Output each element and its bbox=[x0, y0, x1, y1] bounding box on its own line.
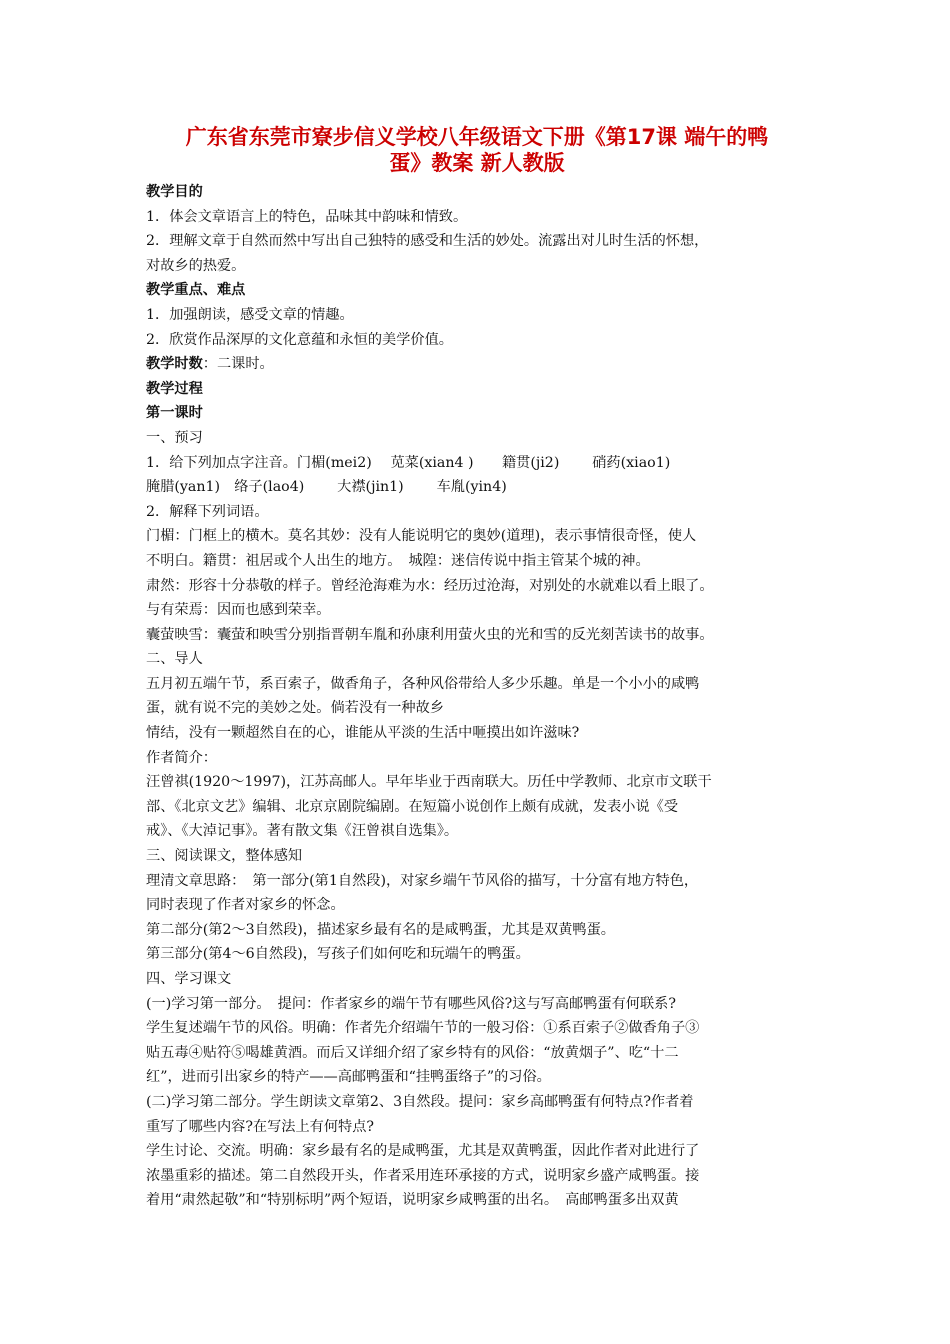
teaching-hours bbox=[146, 352, 808, 377]
study-s2e: 着用“肃然起敬”和“特别标明”两个短语，说明家乡咸鸭蛋的出名。 高邮鸭蛋多出双黄 bbox=[146, 1192, 679, 1209]
key-points-heading: 教学重点、难点 bbox=[146, 282, 246, 299]
key-points-item-2: 2．欣赏作品深厚的文化意蕴和永恒的美学价值。 bbox=[146, 331, 453, 348]
key-points-item-1: 1．加强朗读，感受文章的情趣。 bbox=[146, 306, 354, 323]
preview-def-1b: 不明白。籍贯：祖居或个人出生的地方。 城隍：迷信传说中指主管某个城的神。 bbox=[146, 552, 650, 569]
goals-item-2a: 2．理解文章于自然而然中写出自己独特的感受和生活的妙处。流露出对儿时生活的怀想， bbox=[146, 233, 709, 250]
author-label: 作者简介： bbox=[146, 749, 217, 766]
preview-def-4: 囊萤映雪：囊萤和映雪分别指晋朝车胤和孙康利用萤火虫的光和雪的反光刻苦读书的故事。 bbox=[146, 626, 714, 643]
study-s2c: 学生讨论、交流。明确：家乡最有名的是咸鸭蛋，尤其是双黄鸭蛋，因此作者对此进行了 bbox=[146, 1143, 700, 1160]
study-s1b: 贴五毒④贴符⑤喝雄黄酒。而后又详细介绍了家乡特有的风俗：“放黄烟子”、吃“十二 bbox=[146, 1044, 679, 1061]
goals-item-1: 1．体会文章语言上的特色，品味其中韵味和情致。 bbox=[146, 208, 468, 225]
lesson-1-heading: 第一课时 bbox=[146, 405, 203, 422]
reading-p1b: 同时表现了作者对家乡的怀念。 bbox=[146, 897, 345, 914]
document-page bbox=[146, 124, 808, 1213]
process-heading: 教学过程 bbox=[146, 380, 203, 397]
reading-p2: 第二部分(第2～3自然段)，描述家乡最有名的是咸鸭蛋，尤其是双黄鸭蛋。 bbox=[146, 921, 615, 938]
study-s1: (一)学习第一部分。 提问：作者家乡的端午节有哪些风俗?这与写高邮鸭蛋有何联系? bbox=[146, 995, 676, 1012]
reading-p3: 第三部分(第4～6自然段)，写孩子们如何吃和玩端午的鸭蛋。 bbox=[146, 946, 530, 963]
reading-heading: 三、阅读课文，整体感知 bbox=[146, 848, 303, 865]
intro-p1c: 情结，没有一颗超然自在的心，谁能从平淡的生活中咂摸出如许滋味? bbox=[146, 725, 580, 742]
preview-task-1b: 腌腊(yan1) 络子(lao4) 大襟(jin1) 车胤(yin4) bbox=[146, 479, 507, 496]
preview-task-2: 2．解释下列词语。 bbox=[146, 503, 269, 520]
title-line-1: 广东省东莞市寮步信义学校八年级语文下册《第17课 端午的鸭 bbox=[185, 125, 769, 149]
study-s2a: (二)学习第二部分。学生朗读文章第2、3自然段。提问：家乡高邮鸭蛋有何特点?作者着 bbox=[146, 1093, 694, 1110]
goals-item-2b: 对故乡的热爱。 bbox=[146, 257, 246, 274]
reading-p1a: 理清文章思路： 第一部分(第1自然段)，对家乡端午节风俗的描写，十分富有地方特色， bbox=[146, 872, 699, 889]
intro-p1b: 蛋，就有说不完的美妙之处。倘若没有一种故乡 bbox=[146, 700, 444, 717]
preview-def-3: 与有荣焉：因而也感到荣幸。 bbox=[146, 602, 331, 619]
author-a: 汪曾祺(1920～1997)，江苏高邮人。早年毕业于西南联大。历任中学教师、北京市文联干 bbox=[146, 774, 712, 791]
preview-def-1a: 门楣：门框上的横木。莫名其妙：没有人能说明它的奥妙(道理)，表示事情很奇怪，使人 bbox=[146, 528, 697, 545]
intro-heading: 二、导人 bbox=[146, 651, 203, 668]
preview-task-1: 1．给下列加点字注音。门楣(mei2) 苋菜(xian4 ) 籍贯(ji2) 硝药(xiao1) bbox=[146, 454, 671, 471]
title-line-2: 蛋》教案 新人教版 bbox=[389, 151, 565, 175]
study-s1a: 学生复述端午节的风俗。明确：作者先介绍端午节的一般习俗：①系百索子②做香角子③ bbox=[146, 1020, 700, 1037]
study-s2d: 浓墨重彩的描述。第二自然段开头，作者采用连环承接的方式，说明家乡盛产咸鸭蛋。接 bbox=[146, 1167, 700, 1184]
goals-heading: 教学目的 bbox=[146, 184, 203, 200]
study-s2b: 重写了哪些内容?在写法上有何特点? bbox=[146, 1118, 375, 1135]
author-b: 部、《北京文艺》编辑、北京京剧院编剧。在短篇小说创作上颇有成就，发表小说《受 bbox=[146, 798, 679, 815]
teaching-hours-value: ：二课时。 bbox=[202, 356, 274, 373]
preview-heading: 一、预习 bbox=[146, 429, 203, 446]
teaching-hours-label: 教学时数 bbox=[146, 356, 203, 373]
author-c: 戒》、《大淖记事》。著有散文集《汪曾祺自选集》。 bbox=[146, 823, 459, 840]
preview-def-2: 肃然：形容十分恭敬的样子。曾经沧海难为水：经历过沧海，对别处的水就难以看上眼了。 bbox=[146, 577, 714, 594]
study-heading: 四、学习课文 bbox=[146, 971, 232, 987]
document-title bbox=[146, 124, 808, 176]
intro-p1a: 五月初五端午节，系百索子，做香角子，各种风俗带给人多少乐趣。单是一个小小的咸鸭 bbox=[146, 675, 700, 692]
study-s1c: 红”，进而引出家乡的特产——高邮鸭蛋和“挂鸭蛋络子”的习俗。 bbox=[146, 1069, 551, 1086]
